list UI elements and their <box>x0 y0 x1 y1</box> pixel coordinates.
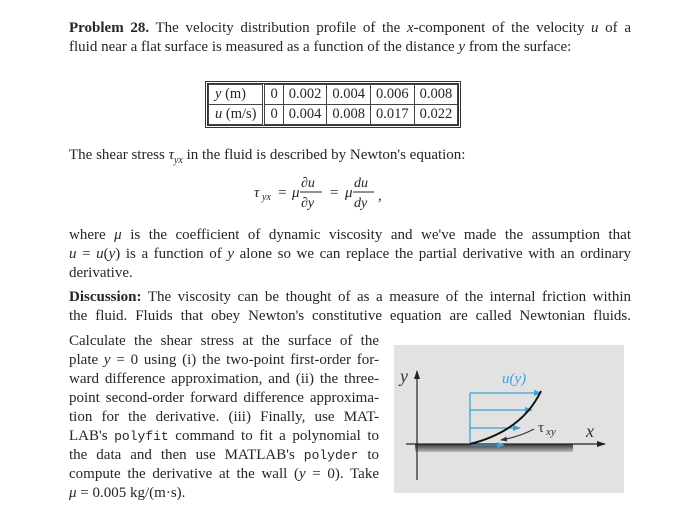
task-line: the data and then use MATLAB's polyder to <box>69 447 380 463</box>
task-line: plate y = 0 using (i) the two-point first-order for- <box>69 352 379 368</box>
task-line: compute the derivative at the wall (y = 0). Take <box>69 466 379 482</box>
table-row-u <box>209 105 458 125</box>
newton-equation <box>69 170 631 220</box>
velocity-profile-figure <box>394 345 624 493</box>
table-cell: 0.002 <box>283 85 327 105</box>
task-line: ward difference approximation, and (ii) the three- <box>69 371 379 387</box>
svg-text:μ: μ <box>292 185 300 201</box>
task-line: LAB's polyfit command to fit a polynomial to <box>69 428 379 444</box>
shear-intro: The shear stress $\tau_{yx}$ in the fluid is described by Newton's equation: <box>69 147 466 166</box>
svg-text:yx: yx <box>262 192 271 203</box>
svg-text:=: = <box>278 185 287 201</box>
table-cell: 0.017 <box>370 105 414 125</box>
table-cell: 0.008 <box>327 105 371 125</box>
task-line: tion for the derivative. (iii) Finally, use MAT- <box>69 409 379 425</box>
table-cell: 0.004 <box>327 85 371 105</box>
velocity-profile-curve <box>470 391 541 444</box>
svg-text:dy: dy <box>354 196 368 211</box>
svg-text:∂y: ∂y <box>301 196 315 211</box>
polyfit-code: polyfit <box>114 429 169 444</box>
where-paragraph: where μ is the coefficient of dynamic viscosity and we've made the assumption that u = u(y) is a function of y alone so we can replace the partial derivative with an ordinary derivative. <box>69 227 632 281</box>
table-cell: 0.008 <box>414 85 458 105</box>
svg-text:,: , <box>378 188 382 204</box>
svg-text:∂u: ∂u <box>301 176 315 191</box>
svg-text:du: du <box>354 176 368 191</box>
row-label-y: y (m) <box>209 85 264 105</box>
x-axis-label: x <box>586 421 594 441</box>
task-line: μ = 0.005 kg/(m·s). <box>69 485 186 501</box>
intro-line-1: Problem 28. The velocity distribution profile of the x-component of the velocity u of a <box>69 20 631 36</box>
y-axis-label: y <box>400 366 408 386</box>
problem-heading: Problem 28. <box>69 20 150 36</box>
table-cell: 0 <box>264 105 283 125</box>
problem-intro <box>69 19 631 57</box>
profile-label: u(y) <box>502 371 527 387</box>
row-label-u: u (m/s) <box>209 105 264 125</box>
discussion-line-2: the fluid. Fluids that obey Newton's constitutive equation are called Newtonian fluids. <box>69 308 631 324</box>
svg-text:τ: τ <box>254 185 260 201</box>
table-cell: 0.022 <box>414 105 458 125</box>
intro-line-2: fluid near a flat surface is measured as a function of the distance y from the surface: <box>69 39 572 55</box>
task-line: point second-order forward difference approxima- <box>69 390 379 406</box>
task-line: Calculate the shear stress at the surface of the <box>69 333 379 349</box>
table-cell: 0.006 <box>370 85 414 105</box>
shear-stress-subscript: xy <box>546 426 556 438</box>
shear-stress-label: τ <box>538 420 545 436</box>
table-cell: 0.004 <box>283 105 327 125</box>
polyder-code: polyder <box>303 448 359 463</box>
svg-text:μ: μ <box>345 185 353 201</box>
table-cell: 0 <box>264 85 283 105</box>
data-table <box>205 81 461 128</box>
table-row-y <box>209 85 458 105</box>
discussion-heading: Discussion: <box>69 289 142 305</box>
discussion-line-1: The viscosity can be thought of as a measure of the internal friction within <box>147 289 632 305</box>
discussion-paragraph <box>69 288 631 326</box>
task-paragraph <box>69 332 379 503</box>
svg-text:=: = <box>330 185 339 201</box>
